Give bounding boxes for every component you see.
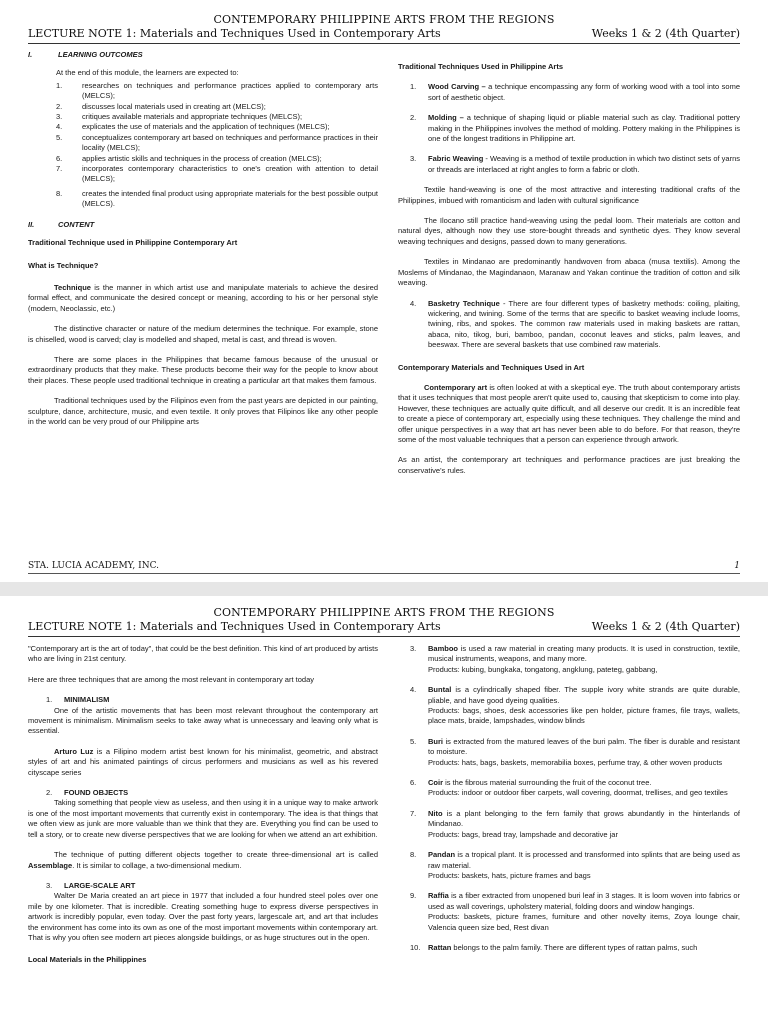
page-number: 1 — [734, 561, 740, 571]
section-heading: I. LEARNING OUTCOMES — [28, 50, 143, 59]
paragraph: As an artist, the contemporary art techniques and performance practices are just breaking the conservative's rules. — [398, 455, 740, 475]
technique-heading: 1. MINIMALISM — [46, 695, 110, 705]
lecture-title: LECTURE NOTE 1: Materials and Techniques Used in Contemporary Arts — [28, 27, 441, 40]
page-separator — [0, 582, 768, 596]
left-column — [28, 644, 378, 972]
list-item: 2. discusses local materials used in creating art (MELCS); — [56, 101, 266, 111]
left-column — [28, 50, 378, 433]
subheading: Traditional Technique used in Philippine Contemporary Art — [28, 238, 238, 248]
list-item: 4. explicates the use of materials and the application of techniques (MELCS); — [56, 122, 330, 132]
list-item: 2. Molding – a technique of shaping liquid or pliable material such as clay. Traditional pottery making in the Philippines involves the method of molding. Pottery making in the Philippines is one of the longest traditions in Philippine art. — [410, 113, 740, 144]
header-rule — [28, 43, 740, 44]
list-item: 3. Fabric Weaving - Weaving is a method of textile production in which two distinct sets of yarns or threads are interlaced at right angles to form a fabric or cloth. — [410, 154, 741, 174]
weeks-label: Weeks 1 & 2 (4th Quarter) — [591, 620, 740, 633]
paragraph: "Contemporary art is the art of today", that could be the best definition. This kind of art produced by artists who are living in 21st century. — [28, 644, 378, 664]
subheading: Traditional Techniques Used in Philippine Arts — [398, 62, 564, 71]
list-item: 4. Basketry Technique - There are four different types of basketry methods: coiling, plaiting, wickering, and twining. Some of the terms that are specific to basket weaving include looms, twining, ribs, and spokes. The common raw materials used in making baskets are rattan, abaca, nito, tikog, buri, bamboo, pandan, coconut leaves and sticks, palm leaves, and beeswax. There are several baskets that use combined raw materials. — [410, 298, 740, 350]
paragraph: Walter De Maria created an art piece in 1977 that included a four hundred steel poles over one mile by one kilometer. That is incredible. Creating something huge to express diverse perspectives in artwork is incredibly popular, even today. Over the past forty years, largescale art, and art that includes the environment has come into its own as one of the most important movements within contemporary art. That is why you often see modern art pieces alongside buildings, or as huge structures out in the open. — [28, 891, 378, 942]
paragraph: The Ilocano still practice hand-weaving using the pedal loom. Their materials are cotton and natural dyes, although now they use store-bought threads and synthetic dyes. They know several weaving techniques and designs, passed down to many generations. — [398, 216, 740, 246]
list-item: 4. Buntal is a cylindrically shaped fiber. The supple ivory white strands are quite durable, pliable, and have good dyeing qualities. Products: bags, shoes, desk accessories like pen holder, picture frames, file trays, wallets, place mats, braide, lampshades, window blinds — [410, 685, 740, 726]
course-title: CONTEMPORARY PHILIPPINE ARTS FROM THE REGIONS — [213, 606, 555, 619]
list-item: 10. Rattan belongs to the palm family. There are different types of rattan palms, such — [410, 942, 698, 952]
outcomes-list — [28, 81, 378, 210]
subheading: Contemporary Materials and Techniques Used in Art — [398, 362, 585, 372]
list-item: 8. creates the intended final product using appropriate materials for the best possible output (MELCS). — [56, 188, 378, 209]
list-item: 7. incorporates contemporary characteristics to one's creation with attention to detail (MELCS); — [56, 164, 378, 184]
list-item: 1. Wood Carving – a technique encompassing any form of working wood with a tool into some sort of aesthetic object. — [410, 82, 740, 102]
paragraph: Technique is the manner in which artist use and manipulate materials to achieve the desired formal effect, and communicate the desired concept or meaning, according to his or her personal style (modern, Neoclassic, etc.) — [28, 282, 378, 313]
subheading: Local Materials in the Philippines — [28, 955, 147, 965]
paragraph: Arturo Luz is a Filipino modern artist best known for his minimalist, geometric, and abstract styles of art and his animated paintings of circus performers and musicians as well as his revered cityscape series — [28, 746, 378, 777]
page-header — [28, 13, 740, 44]
right-column — [398, 62, 740, 482]
intro-text: At the end of this module, the learners are expected to: — [56, 68, 239, 78]
list-item: 5. Buri is extracted from the matured leaves of the buri palm. The fiber is durable and resistant to moisture. Products: hats, bags, baskets, memorabilia boxes, perfume tray, & other woven products — [410, 736, 740, 767]
paragraph: There are some places in the Philippines that became famous because of the unusual or extraordinary products that they make. These products become their way for the people to know about their places. These people used traditional technique in creating a particular art that makes them famous. — [28, 354, 378, 385]
header-rule — [28, 636, 740, 637]
page-footer — [28, 561, 740, 574]
list-item: 3. Bamboo is used a raw material in creating many products. It is used in construction, textile, musical instruments, weapons, and many more. Products: kubing, bungkaka, tongatong, angklung, pateteg, gabbang, — [410, 644, 740, 674]
list-item: 8. Pandan is a tropical plant. It is processed and transformed into splints that are being used as raw material. Products: baskets, hats, picture frames and bags — [410, 850, 740, 880]
list-item: 9. Raffia is a fiber extracted from unopened buri leaf in 3 stages. It is loom woven into fabrics or used as wall coverings, upholstery material, folding doors and window hangings. Products: baskets, picture frames, furniture and other novelty items, Zoya lounge chair, Valencia queen size bed, Rest divan — [410, 891, 740, 932]
page-header — [28, 606, 740, 637]
school-name: STA. LUCIA ACADEMY, INC. — [28, 561, 160, 571]
course-title: CONTEMPORARY PHILIPPINE ARTS FROM THE REGIONS — [213, 13, 555, 26]
section-heading: II. CONTENT — [28, 219, 95, 229]
list-item: 6. applies artistic skills and techniques in the process of creation (MELCS); — [56, 153, 322, 163]
paragraph: Here are three techniques that are among the most relevant in contemporary art today — [28, 674, 314, 684]
right-column — [398, 644, 740, 959]
paragraph: Taking something that people view as useless, and then using it in a unique way to make artwork is one of the most important movements that currently exist in contemporary. The idea is that things that we often view as junk are more valuable than we think that they are. Everything you find can be used to tell a story, or to create new diverse perspectives that we are looking for when we attend an art exhibition. — [28, 798, 378, 839]
paragraph: Textile hand-weaving is one of the most attractive and interesting traditional crafts of the Philippines, imbued with romanticism and laden with cultural significance — [398, 185, 740, 205]
technique-heading: 2. FOUND OBJECTS — [46, 788, 129, 798]
list-item: 7. Nito is a plant belonging to the fern family that grows abundantly in the hinterlands of Mindanao. Products: bags, bread tray, lampshade and decorative jar — [410, 808, 740, 839]
paragraph: The distinctive character or nature of the medium determines the technique. For example, stone is chiselled, wood is carved; clay is modelled and shaped, metal is cast, and thread is woven. — [28, 324, 378, 344]
paragraph: One of the artistic movements that has been most relevant throughout the contemporary art movement is minimalism. Minimalism seeks to take away what is unnecessary and leaving only what is essential. — [28, 705, 378, 736]
list-item: 3. critiques available materials and appropriate techniques (MELCS); — [56, 112, 303, 122]
paragraph: Traditional techniques used by the Filipinos even from the past years are depicted in our painting, sculpture, dance, architecture, music, and even textile. It only proves that Filipinos like any other people in the world can be very proud of our Philippine arts — [28, 396, 378, 426]
weeks-label: Weeks 1 & 2 (4th Quarter) — [591, 27, 740, 40]
document-page-2 — [0, 596, 768, 1024]
lecture-title: LECTURE NOTE 1: Materials and Techniques Used in Contemporary Arts — [28, 620, 441, 633]
list-item: 5. conceptualizes contemporary art based on techniques and performance practices in their locality (MELCS); — [56, 132, 378, 153]
paragraph: The technique of putting different objects together to create three-dimensional art is called Assemblage. It is similar to collage, a two-dimensional medium. — [28, 850, 378, 870]
subheading: What is Technique? — [28, 260, 99, 270]
paragraph: Textiles in Mindanao are predominantly handwoven from abaca (musa textilis). Among the Moslems of Mindanao, the Magindanaon, Maranaw and Yakan continue the tradition of cotton and silk weaving. — [398, 257, 740, 288]
paragraph: Contemporary art is often looked at with a skeptical eye. The truth about contemporary artists that it uses techniques that most people aren't quite used to, causing that skepticism to come into play. However, these techniques are actually quite difficult, and all deserve our credit. It is an incredible feat to create a piece of contemporary art, especially using these techniques. They challenge the mind and offer unique perspectives in a way that art has never been able to do before. For that reason, they're some of the most valuable techniques that a person can experience through artwork. — [398, 382, 740, 444]
list-item: 1. researches on techniques and performance practices applied to contemporary arts (MELCS); — [56, 80, 378, 101]
technique-heading: 3. LARGE-SCALE ART — [46, 880, 136, 890]
list-item: 6. Coir is the fibrous material surrounding the fruit of the coconut tree. Products: indoor or outdoor fiber carpets, wall covering, doormat, trellises, and geo textiles — [410, 778, 728, 798]
